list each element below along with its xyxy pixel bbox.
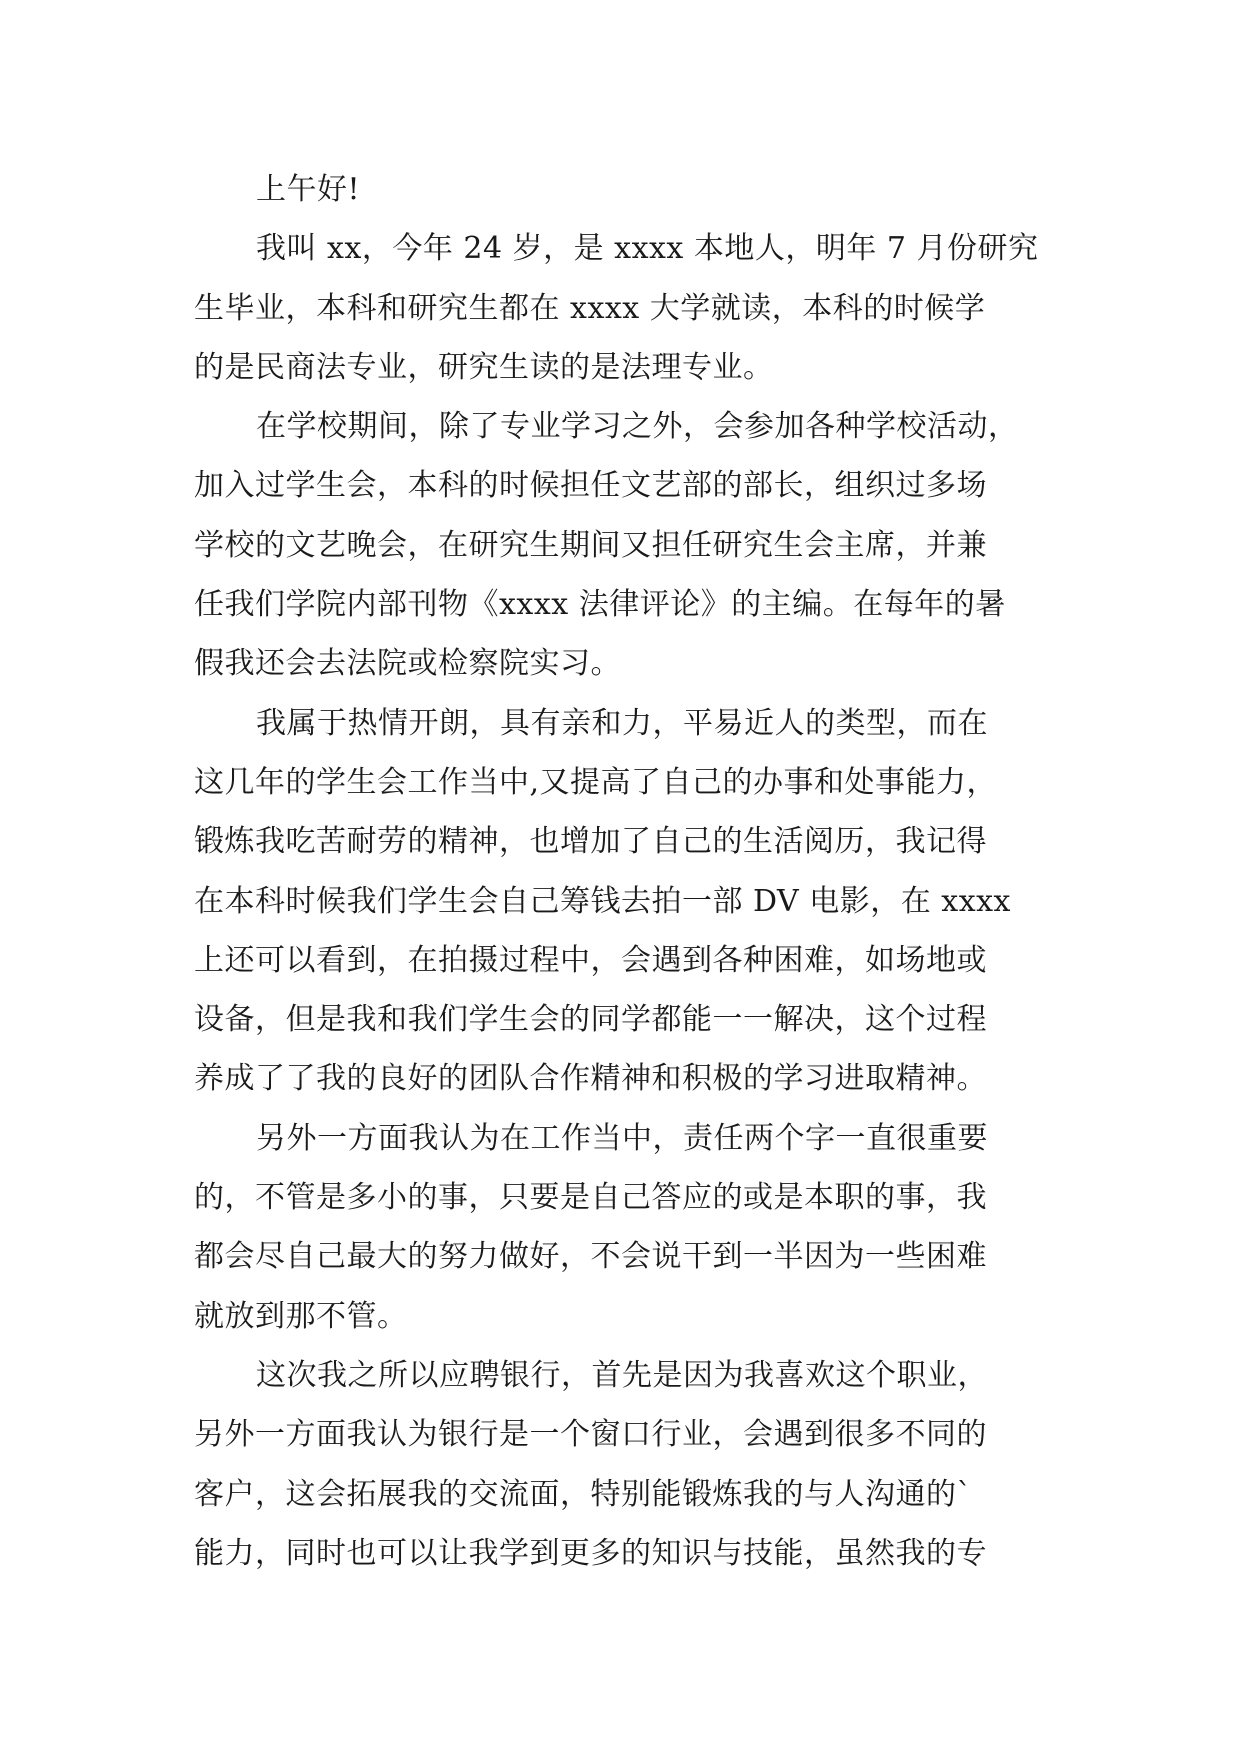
text-line: 在学校期间，除了专业学习之外，会参加各种学校活动，	[256, 409, 1019, 445]
text-line: 这几年的学生会工作当中,又提高了自己的办事和处事能力，	[194, 764, 998, 800]
text-line: 任我们学院内部刊物《xxxx 法律评论》的主编。在每年的暑	[194, 587, 1006, 623]
text-line: 养成了了我的良好的团队合作精神和积极的学习进取精神。	[194, 1061, 987, 1097]
text-line: 能力，同时也可以让我学到更多的知识与技能，虽然我的专	[194, 1535, 987, 1571]
text-line: 学校的文艺晚会，在研究生期间又担任研究生会主席，并兼	[194, 527, 987, 563]
text-line: 都会尽自己最大的努力做好，不会说干到一半因为一些困难	[194, 1239, 987, 1275]
text-line: 生毕业，本科和研究生都在 xxxx 大学就读，本科的时候学	[194, 290, 986, 326]
text-line: 就放到那不管。	[194, 1298, 408, 1334]
text-line: 另外一方面我认为银行是一个窗口行业，会遇到很多不同的	[194, 1417, 987, 1453]
text-line: 假我还会去法院或检察院实习。	[194, 646, 621, 682]
text-line: 这次我之所以应聘银行，首先是因为我喜欢这个职业，	[256, 1357, 988, 1393]
text-line: 上还可以看到，在拍摄过程中，会遇到各种困难，如场地或	[194, 942, 987, 978]
text-line: 我叫 xx，今年 24 岁，是 xxxx 本地人，明年 7 月份研究	[256, 231, 1039, 267]
text-line: 另外一方面我认为在工作当中，责任两个字一直很重要	[256, 1120, 988, 1156]
text-line: 加入过学生会，本科的时候担任文艺部的部长，组织过多场	[194, 468, 987, 504]
text-line: 上午好!	[256, 172, 361, 207]
text-line: 我属于热情开朗，具有亲和力，平易近人的类型，而在	[256, 705, 988, 741]
text-line: 设备，但是我和我们学生会的同学都能一一解决，这个过程	[194, 1002, 987, 1038]
text-line: 的，不管是多小的事，只要是自己答应的或是本职的事，我	[194, 1180, 987, 1216]
text-line: 在本科时候我们学生会自己筹钱去拍一部 DV 电影，在 xxxx	[194, 883, 1011, 919]
text-line: 的是民商法专业，研究生读的是法理专业。	[194, 349, 774, 385]
text-line: 客户，这会拓展我的交流面，特别能锻炼我的与人沟通的`	[194, 1476, 972, 1512]
text-line: 锻炼我吃苦耐劳的精神，也增加了自己的生活阅历，我记得	[194, 824, 987, 860]
document-body	[194, 160, 1054, 1583]
